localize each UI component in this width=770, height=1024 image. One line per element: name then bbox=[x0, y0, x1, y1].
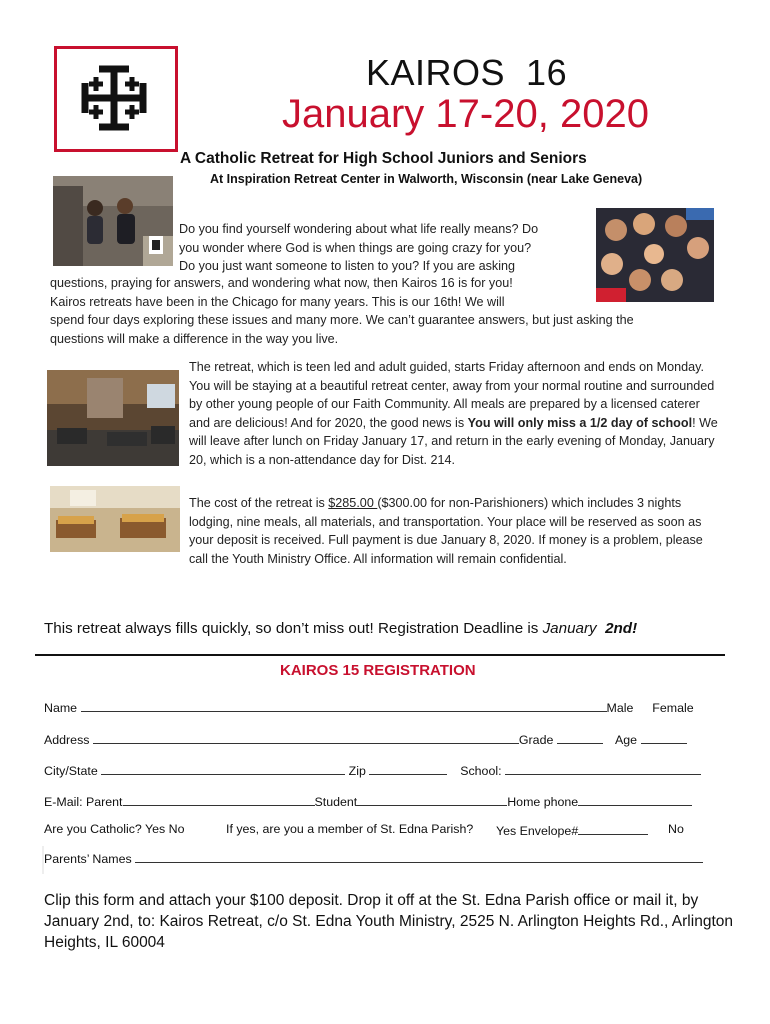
name-label: Name bbox=[44, 701, 78, 715]
mailing-instructions: Clip this form and attach your $100 deposit. Drop it off at the St. Edna Parish office or mail it, by January 2nd, to: Kairos Retreat, c/o St. Edna Youth Ministry, 2525 N. Arlington Heights Rd., Arlington Heights, IL 60004 bbox=[44, 892, 733, 951]
photo-girls-talking bbox=[53, 176, 173, 266]
deadline-date bbox=[543, 620, 638, 637]
section-divider bbox=[35, 654, 725, 656]
grade-field[interactable] bbox=[557, 731, 603, 744]
form-row-name bbox=[44, 699, 694, 715]
city-label: City/State bbox=[44, 764, 98, 778]
retreat-description bbox=[189, 358, 723, 469]
jerusalem-cross-icon bbox=[69, 55, 159, 141]
intro-line: you wonder where God is when things are going crazy for you? bbox=[179, 240, 532, 255]
female-option[interactable]: Female bbox=[652, 701, 694, 715]
grade-label: Grade bbox=[518, 733, 554, 747]
name-field[interactable] bbox=[81, 699, 607, 712]
location-line: At Inspiration Retreat Center in Walworth, Wisconsin (near Lake Geneva) bbox=[210, 172, 643, 186]
intro-line: spend four days exploring these issues and many more. We can’t guarantee answers, but just asking the bbox=[50, 313, 634, 327]
city-field[interactable] bbox=[101, 762, 345, 775]
deadline-day: 2nd! bbox=[605, 620, 638, 637]
student-email-field[interactable] bbox=[357, 793, 507, 806]
intro-line: questions will make a difference in the way you live. bbox=[50, 331, 339, 346]
home-phone-label: Home phone bbox=[507, 795, 579, 809]
retreat-price: $285.00 bbox=[328, 496, 378, 510]
form-row-email bbox=[44, 793, 692, 809]
school-field[interactable] bbox=[505, 762, 701, 775]
cost-text-2: ($300.00 for non-Parishioners) which includes 3 nights lodging, nine meals, all materials, and transportation. Your place will be reserved as soon as your deposit is received. Full payment is due January 8, 2020. If money is a problem, please call the Youth Ministry Office. All information will remain confidential. bbox=[189, 496, 703, 566]
zip-label: Zip bbox=[348, 764, 366, 778]
intro-line: Kairos retreats have been in the Chicago for many years. This is our 16th! We will bbox=[50, 294, 505, 309]
intro-line: Do you just want someone to listen to you? If you are asking bbox=[179, 259, 516, 273]
form-row-parents bbox=[44, 850, 703, 866]
male-option[interactable]: Male bbox=[606, 701, 634, 715]
parents-label: Parents’ Names bbox=[44, 852, 132, 866]
deadline-month: January bbox=[542, 620, 597, 637]
parent-email-label: E-Mail: Parent bbox=[44, 795, 123, 809]
envelope-row bbox=[496, 822, 648, 838]
retreat-bold-note: You will only miss a 1/2 day of school bbox=[467, 415, 693, 430]
age-field[interactable] bbox=[641, 731, 687, 744]
form-row-address bbox=[44, 731, 687, 747]
student-email-label: Student bbox=[314, 795, 358, 809]
parish-question: If yes, are you a member of St. Edna Parish? bbox=[226, 822, 474, 836]
intro-line: Do you find yourself wondering about what life really means? Do bbox=[179, 222, 539, 236]
deadline-notice bbox=[44, 620, 637, 637]
event-dates: January 17-20, 2020 bbox=[282, 92, 649, 136]
photo-retreat-lounge bbox=[47, 370, 179, 466]
envelope-label[interactable]: Yes Envelope# bbox=[496, 824, 579, 838]
intro-paragraph-bottom bbox=[50, 274, 710, 348]
age-label: Age bbox=[615, 733, 638, 747]
retreat-text-2: ! We will leave after lunch on Friday January 17, and return in the early evening of Monday, January 20, which is a non-attendance day for Dist. 214. bbox=[189, 415, 718, 467]
address-label: Address bbox=[44, 733, 90, 747]
form-row-city bbox=[44, 762, 701, 778]
intro-line: questions, praying for answers, and wondering what now, then Kairos 16 is for you! bbox=[50, 276, 513, 290]
envelope-field[interactable] bbox=[578, 822, 648, 835]
subtitle: A Catholic Retreat for High School Juniors and Seniors bbox=[180, 150, 587, 167]
cut-line-marker bbox=[42, 846, 44, 874]
school-label: School: bbox=[460, 764, 502, 778]
photo-retreat-bedroom bbox=[50, 486, 180, 552]
parents-field[interactable] bbox=[135, 850, 703, 863]
intro-paragraph-top bbox=[179, 220, 579, 276]
cost-text-1: The cost of the retreat is bbox=[189, 496, 329, 510]
retreat-text-1: The retreat, which is teen led and adult guided, starts Friday afternoon and ends on Monday. You will be staying at a beautiful retreat center, away from your normal routine and surrounded by other young people of our Faith Community. All meals are prepared by a licensed caterer and are delicious! And for 2020, the good news is bbox=[189, 360, 715, 430]
zip-field[interactable] bbox=[369, 762, 447, 775]
home-phone-field[interactable] bbox=[578, 793, 692, 806]
registration-title: KAIROS 15 REGISTRATION bbox=[280, 662, 476, 679]
catholic-question[interactable]: Are you Catholic? Yes No bbox=[44, 822, 185, 836]
kairos-logo bbox=[54, 46, 178, 152]
deadline-text: This retreat always fills quickly, so don’t miss out! Registration Deadline is bbox=[44, 620, 543, 637]
parent-email-field[interactable] bbox=[123, 793, 315, 806]
parish-no-option[interactable]: No bbox=[668, 822, 684, 836]
cost-paragraph bbox=[189, 494, 723, 568]
address-field[interactable] bbox=[93, 731, 519, 744]
page-title: KAIROS 16 bbox=[366, 52, 568, 93]
